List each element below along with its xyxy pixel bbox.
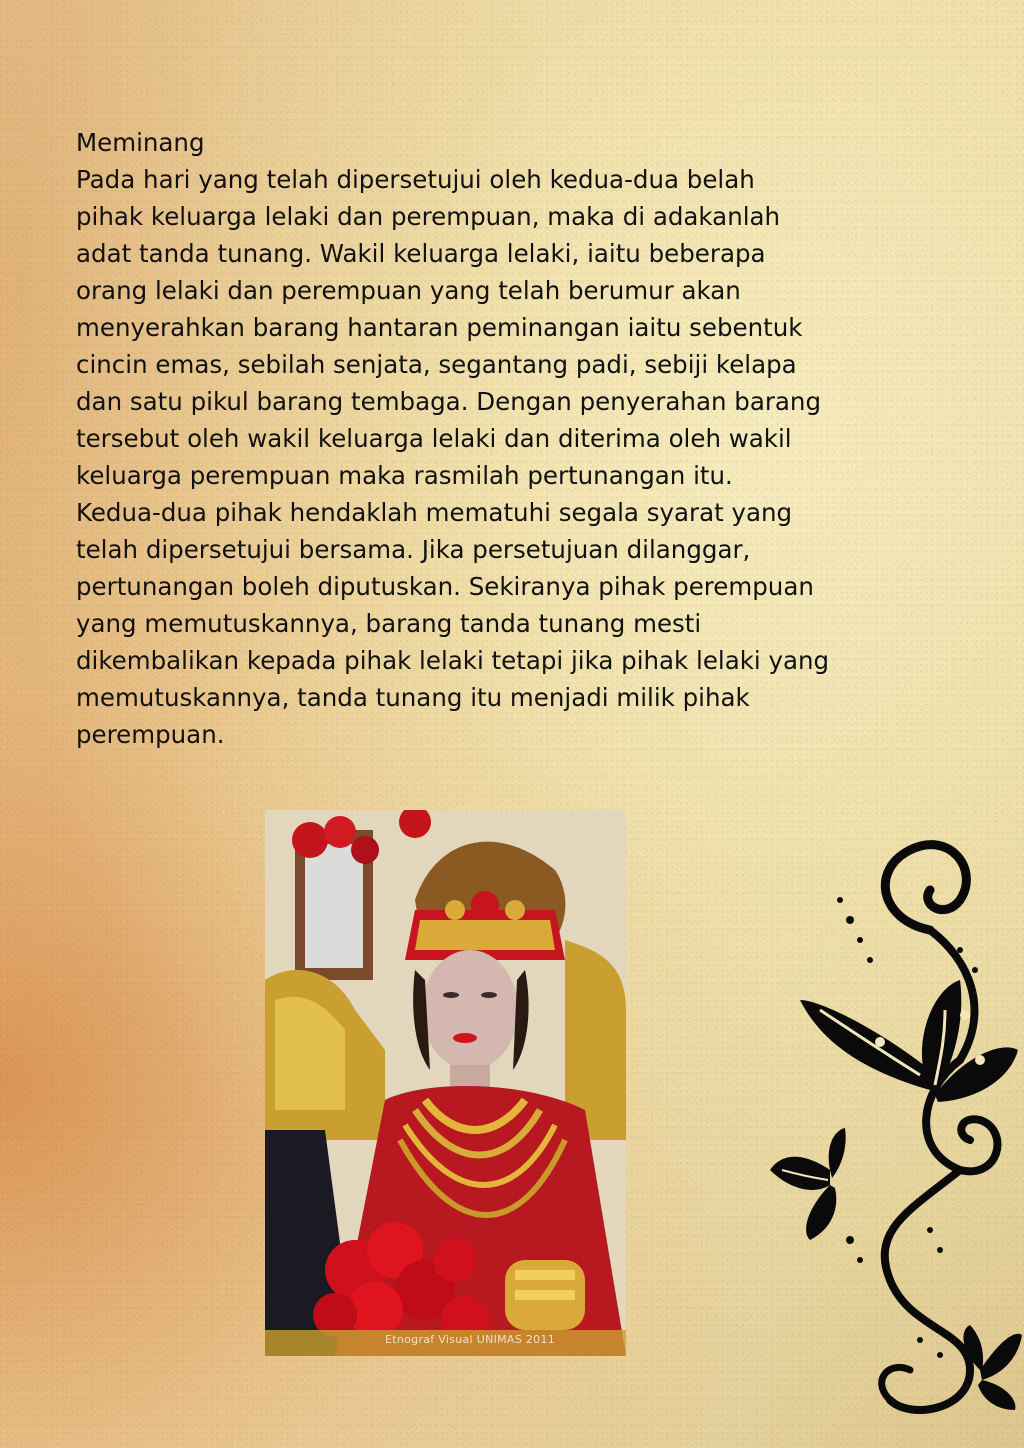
paragraph-line: menyerahkan barang hantaran peminangan iaitu sebentuk bbox=[76, 313, 803, 342]
paragraph-line: perempuan. bbox=[76, 720, 225, 749]
paragraph-line: dan satu pikul barang tembaga. Dengan penyerahan barang bbox=[76, 387, 822, 416]
butterfly-swirl-ornament bbox=[760, 810, 1024, 1440]
paragraph-line: cincin emas, sebilah senjata, segantang padi, sebiji kelapa bbox=[76, 350, 797, 379]
article-text bbox=[76, 124, 866, 753]
paragraph-line: keluarga perempuan maka rasmilah pertunangan itu. bbox=[76, 461, 733, 490]
paragraph-line: orang lelaki dan perempuan yang telah berumur akan bbox=[76, 276, 741, 305]
paragraph-line: adat tanda tunang. Wakil keluarga lelaki, iaitu beberapa bbox=[76, 239, 766, 268]
bride-photo-illustration bbox=[265, 810, 626, 1356]
paragraph-line: pihak keluarga lelaki dan perempuan, maka di adakanlah bbox=[76, 202, 781, 231]
butterfly-icon bbox=[800, 980, 1018, 1102]
paragraph-line: yang memutuskannya, barang tanda tunang mesti bbox=[76, 609, 702, 638]
paragraph-line: dikembalikan kepada pihak lelaki tetapi jika pihak lelaki yang bbox=[76, 646, 830, 675]
paragraph-line: tersebut oleh wakil keluarga lelaki dan diterima oleh wakil bbox=[76, 424, 792, 453]
photo-watermark: Etnograf Visual UNIMAS 2011 bbox=[385, 1333, 556, 1346]
small-butterfly-icon bbox=[770, 1128, 846, 1240]
paragraph-line: memutuskannya, tanda tunang itu menjadi milik pihak bbox=[76, 683, 750, 712]
paragraph-line: pertunangan boleh diputuskan. Sekiranya pihak perempuan bbox=[76, 572, 814, 601]
paragraph-line: Pada hari yang telah dipersetujui oleh kedua-dua belah bbox=[76, 165, 755, 194]
paragraph-line: telah dipersetujui bersama. Jika persetujuan dilanggar, bbox=[76, 535, 751, 564]
section-heading: Meminang bbox=[76, 128, 205, 157]
paragraph-line: Kedua-dua pihak hendaklah mematuhi segala syarat yang bbox=[76, 498, 793, 527]
bride-photo bbox=[265, 810, 626, 1356]
